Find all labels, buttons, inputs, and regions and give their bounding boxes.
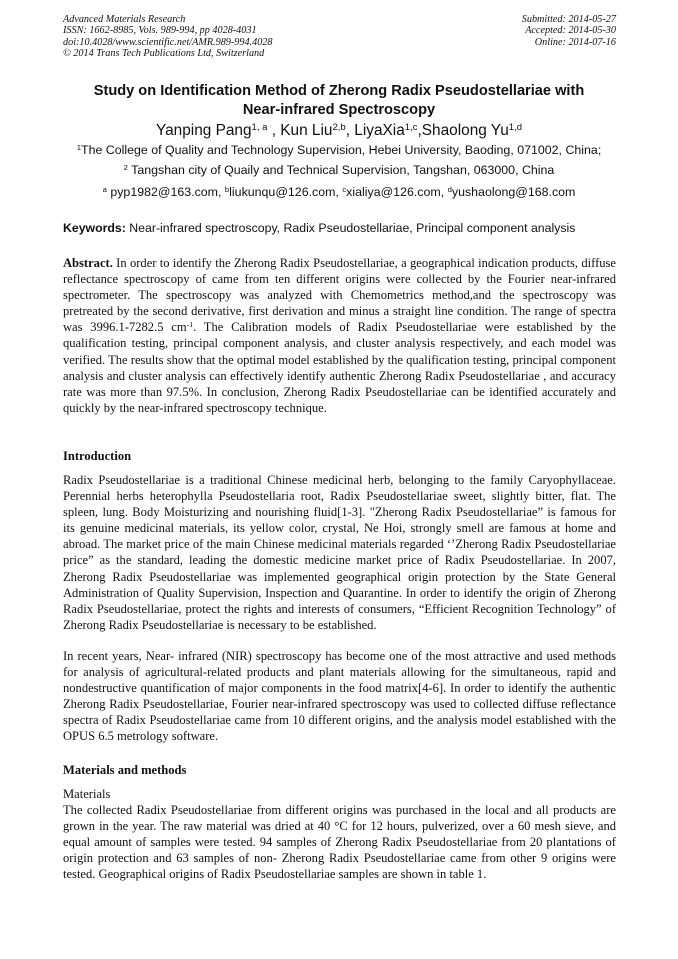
journal-name: Advanced Materials Research	[63, 14, 186, 25]
affiliation-text: Tangshan city of Quaily and Technical Supervision, Tangshan, 063000, China	[127, 163, 555, 177]
abstract-label: Abstract.	[63, 256, 113, 270]
email-link[interactable]: liukunqu@126.com,	[229, 185, 343, 199]
author-affiliation-mark: 1,c	[404, 121, 418, 133]
subsection-heading-materials: Materials	[63, 787, 111, 801]
affiliation-2	[40, 163, 638, 177]
affiliation-mark: 2	[123, 162, 128, 172]
title-line-2: Near-infrared Spectroscopy	[242, 101, 436, 118]
author-list	[40, 122, 638, 140]
introduction-paragraph-2: In recent years, Near- infrared (NIR) spectroscopy has become one of the most attractive and used methods for analysis of agricultural-related products and plant materials allowing for the simultaneous, rapid and nondestructive quantification of major components in the food matrix[4-6]. In order to identify the authentic Zherong Radix Pseudostellariae, Fourier near-infrared spectroscopy was used to collected diffuse reflectance spectra of Radix Pseudostellariae came from 10 different origins, and the analysis model established with the OPUS 6.5 metrology software.	[63, 649, 616, 744]
affiliation-1	[40, 143, 638, 157]
abstract-superscript: -1	[186, 320, 194, 330]
keywords-text: Near-infrared spectroscopy, Radix Pseudostellariae, Principal component analysis	[125, 221, 576, 235]
email-mark: a	[102, 184, 107, 194]
materials-paragraph: The collected Radix Pseudostellariae from different origins was purchased in the local and all products are grown in the year. The raw material was dried at 40 °C for 12 hours, pulverized, over a 60 mesh sieve, and equal amount of samples were tested. 94 samples of Zherong Radix Pseudostellariae from 20 plantations of origin protection and 63 samples of non- Zherong Radix Pseudostellariae came from other 9 origins were tested. Geographical origins of Radix Pseudostellariae samples are shown in table 1.	[63, 803, 616, 882]
author-name: Yanping Pang	[155, 122, 252, 139]
author-name: Shaolong Yu	[421, 122, 509, 139]
doi-link[interactable]: doi:10.4028/www.scientific.net/AMR.989-994.4028	[63, 36, 273, 48]
keywords-label: Keywords:	[63, 221, 126, 235]
email-mark: d	[447, 184, 452, 194]
section-heading-materials-methods: Materials and methods	[63, 763, 187, 777]
affiliation-mark: 1	[76, 142, 81, 152]
introduction-paragraph-1: Radix Pseudostellariae is a traditional Chinese medicinal herb, belonging to the family Caryophyllaceae. Perennial herbs heterophylla Pseudostellaria root, Radix Pseudostellariae sweet, slightly bitter, flat. The spleen, lung. Body Moisturizing and nourishing fluid[1-3]. "Zherong Radix Pseudostellariae” is famous for its genuine medicinal materials, its yellow color, crystal, Ne Hoi, strongly smell are famous at home and abroad. The market price of the main Chinese medicinal materials regarded ‘’Zherong Radix Pseudostellariae price” as the standard, leading the domestic medicine market price of Radix Pseudostellariae. In 2007, Zherong Radix Pseudostellariae was implemented geographical origin protection by the State General Administration of Quality Supervision, Inspection and Quarantine. In order to identify the origin of Zherong Radix Pseudostellariae, protect the rights and interests of consumers, “Efficient Recognition Technology” of Zherong Radix Pseudostellariae is necessary to be established.	[63, 473, 616, 632]
email-mark: c	[342, 184, 347, 194]
copyright-line: © 2014 Trans Tech Publications Ltd, Switzerland	[63, 48, 265, 60]
email-link[interactable]: pyp1982@163.com,	[106, 185, 225, 199]
author-separator: ,	[267, 122, 281, 139]
journal-header-right	[522, 14, 616, 48]
issn-line: ISSN: 1662-8985, Vols. 989-994, pp 4028-4031	[63, 25, 257, 37]
keywords-line	[63, 221, 623, 235]
affiliation-text: The College of Quality and Technology Supervision, Hebei University, Baoding, 071002, China;	[81, 143, 602, 157]
abstract-paragraph	[63, 255, 616, 416]
email-link[interactable]: xialiya@126.com,	[346, 185, 448, 199]
section-heading-introduction: Introduction	[63, 449, 132, 463]
journal-header-left	[63, 14, 272, 60]
paper-title	[40, 82, 638, 119]
online-date: Online: 2014-07-16	[534, 36, 616, 48]
author-separator: ,	[417, 122, 422, 139]
author-name: Kun Liu	[280, 122, 333, 139]
abstract-text-continued: . The Calibration models of Radix Pseudostellariae were established by the qualification testing, principal component analysis, and cluster analysis respectively, and each model was verified. The results show that the optimal model established by the qualification testing, principal component analysis and cluster analysis can effectively identify authentic Zherong Radix Pseudostellariae , and accuracy rate was more than 97.5%. In conclusion, Zherong Radix Pseudostellariae can be identified accurately and quickly by the near-infrared spectroscopy technique.	[63, 320, 616, 415]
email-mark: b	[224, 184, 230, 194]
title-line-1: Study on Identification Method of Zherong Radix Pseudostellariae with	[93, 83, 585, 99]
author-name: LiyaXia	[354, 122, 405, 139]
email-link[interactable]: yushaolong@168.com	[451, 185, 576, 199]
abstract-text: In order to identify the Zherong Radix Pseudostellariae, a geographical indication products, diffuse reflectance spectroscopy of came from ten different origins were collected by the Fourier near-infrared spectrometer. The spectroscopy was analyzed with Chemometrics method,and the spectroscopy was pretreated by the second derivative, first derivation and minus a straight line condition. The range of spectra was 3996.1-7282.5 cm	[63, 256, 616, 335]
submitted-date: Submitted: 2014-05-27	[521, 14, 616, 25]
accepted-date: Accepted: 2014-05-30	[525, 25, 616, 37]
author-emails	[40, 185, 638, 199]
author-affiliation-mark: 2,b	[332, 121, 346, 133]
author-separator: ,	[345, 122, 355, 139]
author-affiliation-mark: 1,d	[508, 121, 523, 133]
author-affiliation-mark: 1, a	[251, 121, 268, 133]
